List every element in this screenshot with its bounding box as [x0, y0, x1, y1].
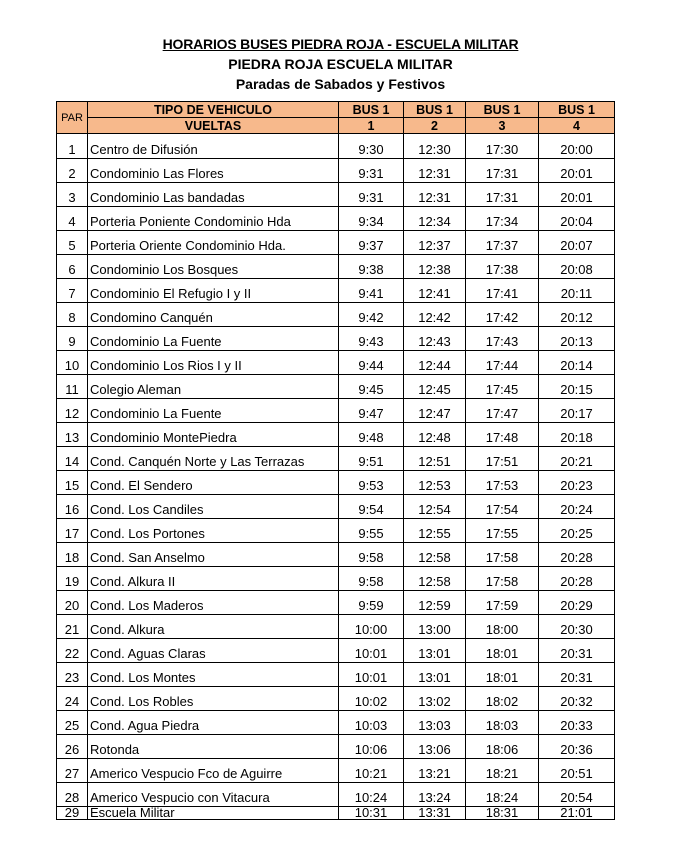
departure-time: 13:06: [404, 735, 466, 759]
departure-time: 9:31: [339, 159, 404, 183]
departure-time: 9:30: [339, 134, 404, 159]
departure-time: 20:23: [539, 471, 615, 495]
departure-time: 12:48: [404, 423, 466, 447]
departure-time: 20:18: [539, 423, 615, 447]
departure-time: 9:55: [339, 519, 404, 543]
stop-name: Cond. San Anselmo: [88, 543, 339, 567]
departure-time: 9:58: [339, 567, 404, 591]
departure-time: 12:45: [404, 375, 466, 399]
stop-name: Escuela Militar: [88, 807, 339, 820]
departure-time: 17:31: [466, 159, 539, 183]
bus-header: BUS 1: [404, 102, 466, 118]
stop-name: Porteria Poniente Condominio Hda: [88, 207, 339, 231]
departure-time: 18:31: [466, 807, 539, 820]
departure-time: 20:30: [539, 615, 615, 639]
departure-time: 12:42: [404, 303, 466, 327]
departure-time: 18:03: [466, 711, 539, 735]
departure-time: 17:54: [466, 495, 539, 519]
stop-name: Condominio La Fuente: [88, 399, 339, 423]
table-row: [57, 231, 615, 255]
stop-number: 4: [57, 207, 88, 231]
stop-name: Cond. Canquén Norte y Las Terrazas: [88, 447, 339, 471]
stop-name: Colegio Aleman: [88, 375, 339, 399]
bus-header: BUS 1: [339, 102, 404, 118]
departure-time: 17:47: [466, 399, 539, 423]
departure-time: 20:13: [539, 327, 615, 351]
departure-time: 17:38: [466, 255, 539, 279]
days-subtitle: Paradas de Sabados y Festivos: [235, 76, 446, 92]
schedule-table: [56, 101, 615, 820]
stop-name: Condominio La Fuente: [88, 327, 339, 351]
stop-number: 11: [57, 375, 88, 399]
stop-number: 13: [57, 423, 88, 447]
departure-time: 12:59: [404, 591, 466, 615]
stop-name: Condomino Canquén: [88, 303, 339, 327]
departure-time: 9:42: [339, 303, 404, 327]
departure-time: 10:01: [339, 663, 404, 687]
departure-time: 9:51: [339, 447, 404, 471]
departure-time: 20:51: [539, 759, 615, 783]
stop-number: 16: [57, 495, 88, 519]
stop-number: 17: [57, 519, 88, 543]
departure-time: 17:51: [466, 447, 539, 471]
departure-time: 20:00: [539, 134, 615, 159]
stop-number: 20: [57, 591, 88, 615]
table-row: [57, 543, 615, 567]
departure-time: 20:15: [539, 375, 615, 399]
departure-time: 13:24: [404, 783, 466, 807]
stop-name: Rotonda: [88, 735, 339, 759]
departure-time: 20:28: [539, 543, 615, 567]
departure-time: 17:43: [466, 327, 539, 351]
table-row: [57, 279, 615, 303]
stop-number: 3: [57, 183, 88, 207]
bus-header: BUS 1: [539, 102, 615, 118]
departure-time: 17:58: [466, 567, 539, 591]
departure-time: 10:31: [339, 807, 404, 820]
stop-number: 18: [57, 543, 88, 567]
stop-name: Cond. Los Portones: [88, 519, 339, 543]
stop-name: Porteria Oriente Condominio Hda.: [88, 231, 339, 255]
departure-time: 9:37: [339, 231, 404, 255]
table-row: [57, 591, 615, 615]
table-row: [57, 399, 615, 423]
departure-time: 20:31: [539, 663, 615, 687]
departure-time: 10:02: [339, 687, 404, 711]
vuelta-number: 3: [466, 118, 539, 134]
departure-time: 10:24: [339, 783, 404, 807]
departure-time: 17:55: [466, 519, 539, 543]
departure-time: 9:58: [339, 543, 404, 567]
stop-name: Americo Vespucio con Vitacura: [88, 783, 339, 807]
table-row: [57, 567, 615, 591]
stop-number: 14: [57, 447, 88, 471]
stop-number: 2: [57, 159, 88, 183]
par-header: PAR: [57, 102, 88, 134]
stop-number: 9: [57, 327, 88, 351]
departure-time: 12:38: [404, 255, 466, 279]
departure-time: 9:45: [339, 375, 404, 399]
stop-number: 27: [57, 759, 88, 783]
table-row: [57, 615, 615, 639]
departure-time: 9:47: [339, 399, 404, 423]
departure-time: 20:33: [539, 711, 615, 735]
departure-time: 17:42: [466, 303, 539, 327]
bus-header: BUS 1: [466, 102, 539, 118]
stop-name: Condominio MontePiedra: [88, 423, 339, 447]
departure-time: 13:21: [404, 759, 466, 783]
stop-name: Cond. Los Robles: [88, 687, 339, 711]
departure-time: 9:44: [339, 351, 404, 375]
departure-time: 18:06: [466, 735, 539, 759]
stop-number: 19: [57, 567, 88, 591]
departure-time: 10:00: [339, 615, 404, 639]
stop-number: 7: [57, 279, 88, 303]
stop-number: 21: [57, 615, 88, 639]
header-row-vueltas: [57, 118, 615, 134]
stop-number: 1: [57, 134, 88, 159]
departure-time: 18:21: [466, 759, 539, 783]
table-row: [57, 134, 615, 159]
departure-time: 17:45: [466, 375, 539, 399]
departure-time: 12:51: [404, 447, 466, 471]
stop-name: Americo Vespucio Fco de Aguirre: [88, 759, 339, 783]
departure-time: 12:44: [404, 351, 466, 375]
departure-time: 17:58: [466, 543, 539, 567]
stop-name: Condominio Las Flores: [88, 159, 339, 183]
departure-time: 21:01: [539, 807, 615, 820]
departure-time: 20:28: [539, 567, 615, 591]
route-title: PIEDRA ROJA ESCUELA MILITAR: [228, 56, 453, 72]
departure-time: 17:34: [466, 207, 539, 231]
document-title: HORARIOS BUSES PIEDRA ROJA - ESCUELA MILITAR: [162, 36, 519, 52]
departure-time: 9:34: [339, 207, 404, 231]
departure-time: 12:30: [404, 134, 466, 159]
departure-time: 10:01: [339, 639, 404, 663]
stop-number: 26: [57, 735, 88, 759]
stop-name: Centro de Difusión: [88, 134, 339, 159]
departure-time: 13:03: [404, 711, 466, 735]
departure-time: 17:48: [466, 423, 539, 447]
departure-time: 20:12: [539, 303, 615, 327]
departure-time: 12:54: [404, 495, 466, 519]
departure-time: 17:30: [466, 134, 539, 159]
departure-time: 18:24: [466, 783, 539, 807]
table-row: [57, 735, 615, 759]
table-row: [57, 519, 615, 543]
stop-name: Cond. Agua Piedra: [88, 711, 339, 735]
departure-time: 12:41: [404, 279, 466, 303]
stop-name: Cond. Aguas Claras: [88, 639, 339, 663]
stop-number: 23: [57, 663, 88, 687]
stop-name: Condominio Los Bosques: [88, 255, 339, 279]
stop-number: 5: [57, 231, 88, 255]
departure-time: 17:59: [466, 591, 539, 615]
departure-time: 9:48: [339, 423, 404, 447]
departure-time: 12:31: [404, 159, 466, 183]
departure-time: 20:54: [539, 783, 615, 807]
stop-name: Cond. Alkura: [88, 615, 339, 639]
table-row: [57, 351, 615, 375]
departure-time: 12:37: [404, 231, 466, 255]
table-row: [57, 687, 615, 711]
departure-time: 20:36: [539, 735, 615, 759]
departure-time: 18:01: [466, 639, 539, 663]
stop-number: 12: [57, 399, 88, 423]
departure-time: 17:44: [466, 351, 539, 375]
stop-name: Cond. Los Montes: [88, 663, 339, 687]
stop-name: Condominio Las bandadas: [88, 183, 339, 207]
table-row: [57, 159, 615, 183]
departure-time: 20:01: [539, 183, 615, 207]
departure-time: 12:34: [404, 207, 466, 231]
departure-time: 20:29: [539, 591, 615, 615]
departure-time: 12:58: [404, 567, 466, 591]
stop-name: Cond. Los Candiles: [88, 495, 339, 519]
stop-number: 22: [57, 639, 88, 663]
departure-time: 9:54: [339, 495, 404, 519]
departure-time: 20:07: [539, 231, 615, 255]
departure-time: 20:14: [539, 351, 615, 375]
document-header: [0, 34, 681, 94]
stop-number: 8: [57, 303, 88, 327]
table-row: [57, 495, 615, 519]
stop-number: 24: [57, 687, 88, 711]
stop-name: Cond. Los Maderos: [88, 591, 339, 615]
stop-number: 28: [57, 783, 88, 807]
table-row: [57, 711, 615, 735]
stop-name: Condominio El Refugio I y II: [88, 279, 339, 303]
departure-time: 12:53: [404, 471, 466, 495]
vueltas-header: VUELTAS: [88, 118, 339, 134]
departure-time: 12:58: [404, 543, 466, 567]
departure-time: 20:08: [539, 255, 615, 279]
departure-time: 13:31: [404, 807, 466, 820]
table-row: [57, 807, 615, 820]
departure-time: 12:47: [404, 399, 466, 423]
departure-time: 20:04: [539, 207, 615, 231]
header-row-bus: [57, 102, 615, 118]
departure-time: 20:31: [539, 639, 615, 663]
stop-name: Cond. El Sendero: [88, 471, 339, 495]
departure-time: 13:01: [404, 639, 466, 663]
table-row: [57, 375, 615, 399]
table-row: [57, 759, 615, 783]
departure-time: 13:01: [404, 663, 466, 687]
departure-time: 12:55: [404, 519, 466, 543]
vehicle-type-header: TIPO DE VEHICULO: [88, 102, 339, 118]
stop-number: 10: [57, 351, 88, 375]
table-row: [57, 447, 615, 471]
departure-time: 10:06: [339, 735, 404, 759]
departure-time: 9:59: [339, 591, 404, 615]
table-row: [57, 183, 615, 207]
departure-time: 17:37: [466, 231, 539, 255]
departure-time: 20:32: [539, 687, 615, 711]
stop-number: 25: [57, 711, 88, 735]
table-row: [57, 639, 615, 663]
departure-time: 20:21: [539, 447, 615, 471]
departure-time: 20:01: [539, 159, 615, 183]
departure-time: 13:02: [404, 687, 466, 711]
table-row: [57, 255, 615, 279]
table-row: [57, 471, 615, 495]
departure-time: 20:24: [539, 495, 615, 519]
table-row: [57, 303, 615, 327]
vuelta-number: 4: [539, 118, 615, 134]
departure-time: 20:17: [539, 399, 615, 423]
table-row: [57, 327, 615, 351]
departure-time: 9:53: [339, 471, 404, 495]
table-row: [57, 663, 615, 687]
departure-time: 17:41: [466, 279, 539, 303]
stop-number: 6: [57, 255, 88, 279]
vuelta-number: 2: [404, 118, 466, 134]
vuelta-number: 1: [339, 118, 404, 134]
departure-time: 9:38: [339, 255, 404, 279]
departure-time: 18:02: [466, 687, 539, 711]
departure-time: 10:21: [339, 759, 404, 783]
table-row: [57, 207, 615, 231]
departure-time: 18:01: [466, 663, 539, 687]
departure-time: 20:11: [539, 279, 615, 303]
departure-time: 17:53: [466, 471, 539, 495]
departure-time: 9:31: [339, 183, 404, 207]
stop-name: Cond. Alkura II: [88, 567, 339, 591]
departure-time: 17:31: [466, 183, 539, 207]
stop-name: Condominio Los Rios I y II: [88, 351, 339, 375]
departure-time: 10:03: [339, 711, 404, 735]
table-row: [57, 423, 615, 447]
departure-time: 18:00: [466, 615, 539, 639]
stop-number: 15: [57, 471, 88, 495]
table-row: [57, 783, 615, 807]
departure-time: 12:31: [404, 183, 466, 207]
departure-time: 9:41: [339, 279, 404, 303]
departure-time: 13:00: [404, 615, 466, 639]
departure-time: 12:43: [404, 327, 466, 351]
departure-time: 20:25: [539, 519, 615, 543]
stop-number: 29: [57, 807, 88, 820]
departure-time: 9:43: [339, 327, 404, 351]
